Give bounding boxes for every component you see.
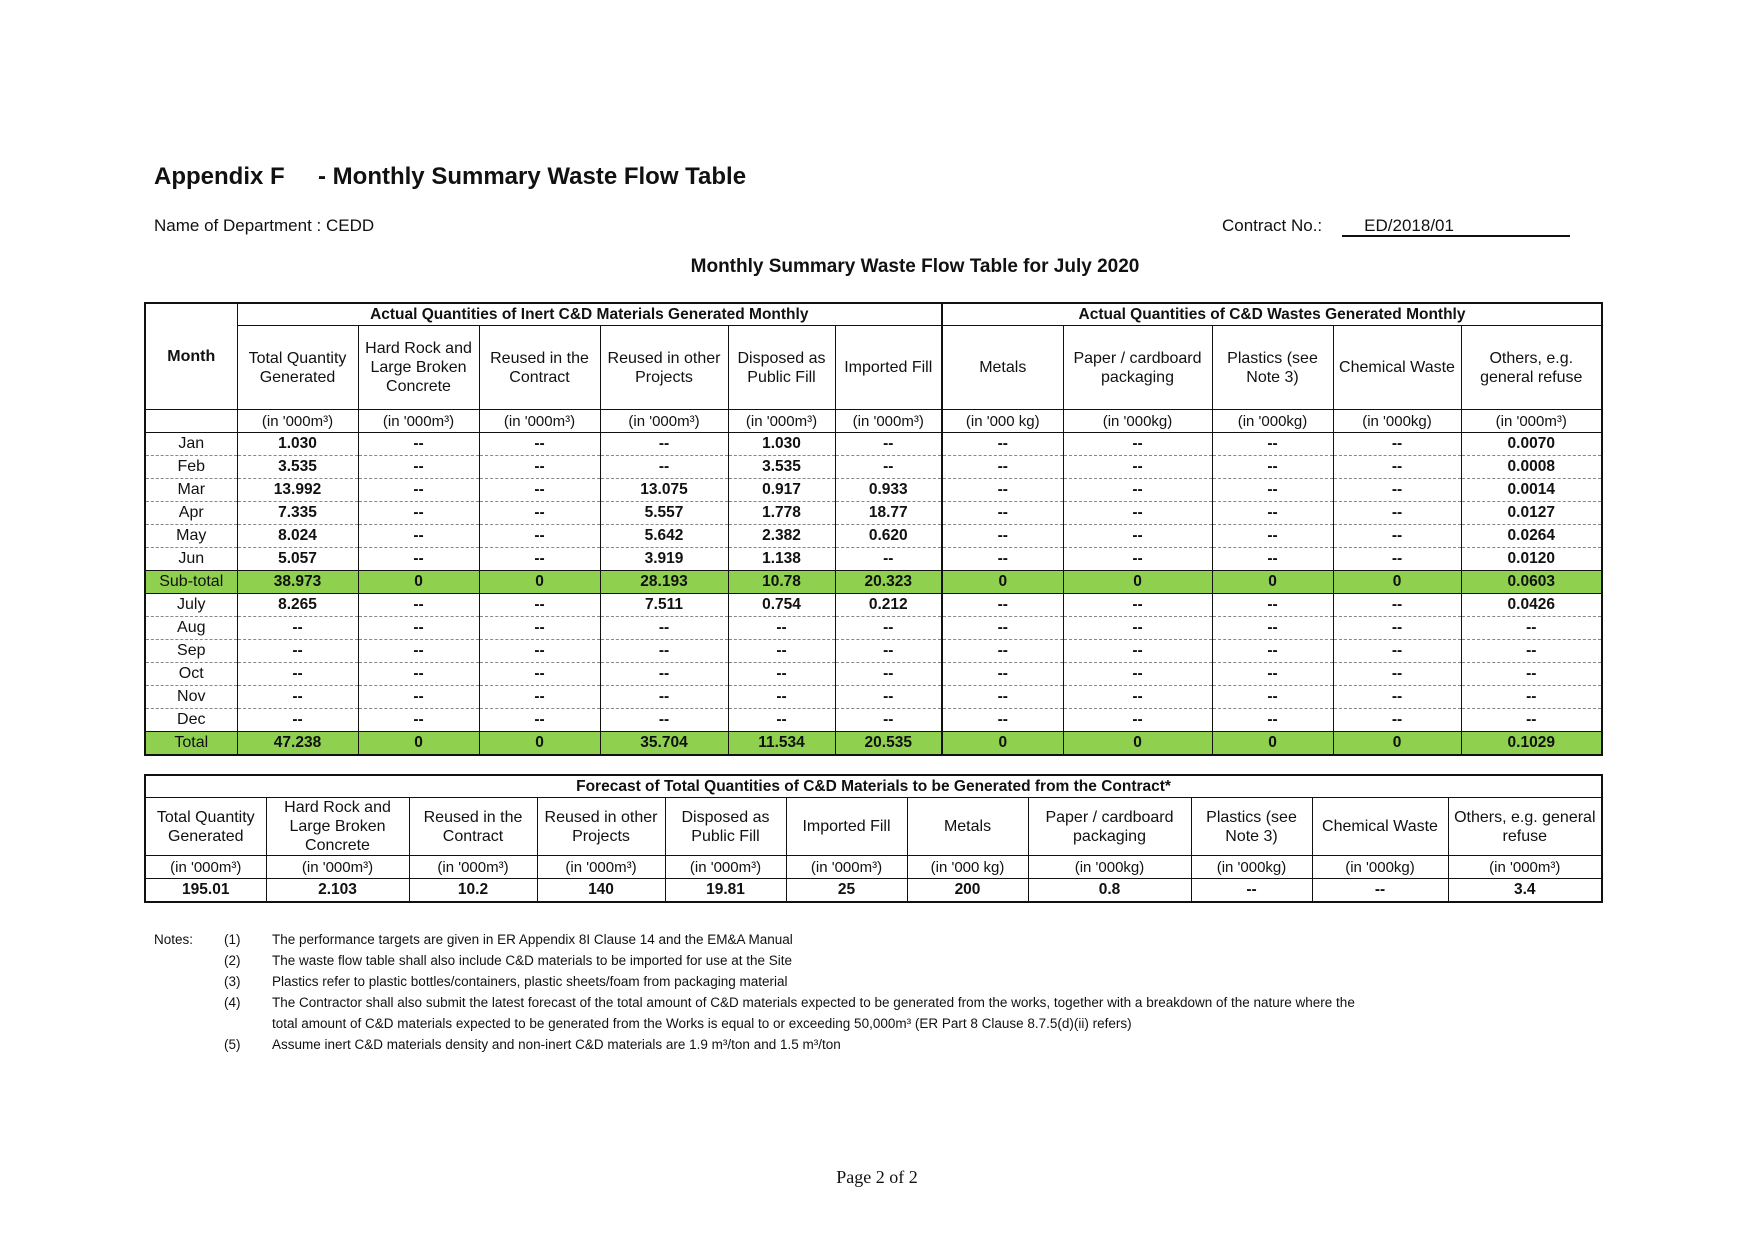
forecast-unit-label: (in '000m³) — [266, 856, 409, 879]
value-cell: -- — [600, 617, 728, 640]
note-text: The performance targets are given in ER Appendix 8I Clause 14 and the EM&A Manual — [272, 932, 793, 947]
table-row — [145, 571, 1602, 594]
column-header: Paper / cardboard packaging — [1063, 326, 1212, 410]
value-cell: -- — [1063, 525, 1212, 548]
note-number: (3) — [224, 974, 241, 989]
value-cell: 35.704 — [600, 732, 728, 756]
forecast-value-cell: 200 — [907, 879, 1028, 903]
column-header: Imported Fill — [835, 326, 942, 410]
value-cell: 0.0603 — [1461, 571, 1602, 594]
contract-number — [1222, 216, 1570, 237]
column-header: Hard Rock and Large Broken Concrete — [358, 326, 479, 410]
value-cell: 3.535 — [728, 456, 835, 479]
table-row — [145, 525, 1602, 548]
month-cell: Jun — [145, 548, 237, 571]
value-cell: -- — [1063, 548, 1212, 571]
value-cell: -- — [1212, 456, 1333, 479]
forecast-unit-label: (in '000kg) — [1028, 856, 1191, 879]
value-cell: -- — [835, 456, 942, 479]
value-cell: 0.0014 — [1461, 479, 1602, 502]
value-cell: 0.0264 — [1461, 525, 1602, 548]
value-cell: -- — [1333, 709, 1461, 732]
forecast-unit-label: (in '000m³) — [1448, 856, 1602, 879]
contract-value: ED/2018/01 — [1342, 217, 1570, 237]
month-cell: Dec — [145, 709, 237, 732]
value-cell: -- — [1461, 617, 1602, 640]
forecast-column-header: Total Quantity Generated — [156, 808, 255, 845]
unit-label: (in '000kg) — [1333, 410, 1461, 433]
value-cell: -- — [358, 709, 479, 732]
month-cell: Sub-total — [145, 571, 237, 594]
unit-label: (in '000m³) — [479, 410, 600, 433]
value-cell: -- — [237, 640, 358, 663]
forecast-column-header: Metals — [907, 798, 1028, 856]
value-cell: -- — [600, 433, 728, 456]
value-cell: 8.265 — [237, 594, 358, 617]
month-cell: Aug — [145, 617, 237, 640]
value-cell: -- — [1212, 548, 1333, 571]
unit-spacer — [145, 410, 237, 433]
value-cell: 2.382 — [728, 525, 835, 548]
value-cell: -- — [1063, 433, 1212, 456]
waste-group-header: Actual Quantities of C&D Wastes Generated Monthly — [942, 303, 1602, 326]
value-cell: -- — [479, 525, 600, 548]
value-cell: -- — [1333, 433, 1461, 456]
month-cell: July — [145, 594, 237, 617]
table-row — [145, 456, 1602, 479]
value-cell: -- — [728, 617, 835, 640]
value-cell: -- — [479, 502, 600, 525]
value-cell: 0 — [942, 732, 1063, 756]
value-cell: 47.238 — [237, 732, 358, 756]
unit-label: (in '000kg) — [1063, 410, 1212, 433]
value-cell: -- — [358, 548, 479, 571]
unit-label: (in '000m³) — [358, 410, 479, 433]
value-cell: -- — [600, 686, 728, 709]
value-cell: -- — [1063, 663, 1212, 686]
column-header: Reused in the Contract — [479, 326, 600, 410]
value-cell: -- — [1063, 502, 1212, 525]
forecast-value-cell: 19.81 — [665, 879, 786, 903]
unit-label: (in '000kg) — [1212, 410, 1333, 433]
value-cell: -- — [479, 640, 600, 663]
value-cell: -- — [358, 479, 479, 502]
value-cell: -- — [1333, 686, 1461, 709]
value-cell: -- — [835, 617, 942, 640]
forecast-value-cell: 195.01 — [182, 881, 230, 898]
month-cell: Jan — [145, 433, 237, 456]
table-row — [145, 732, 1602, 756]
value-cell: -- — [1333, 594, 1461, 617]
forecast-unit-label: (in '000kg) — [1191, 856, 1312, 879]
value-cell: -- — [728, 709, 835, 732]
value-cell: 0.754 — [728, 594, 835, 617]
table-row — [145, 433, 1602, 456]
value-cell: -- — [1461, 663, 1602, 686]
value-cell: 0 — [1333, 732, 1461, 756]
value-cell: -- — [358, 686, 479, 709]
value-cell: 0.0426 — [1461, 594, 1602, 617]
value-cell: -- — [479, 433, 600, 456]
unit-label: (in '000m³) — [728, 410, 835, 433]
unit-label: (in '000m³) — [1461, 410, 1602, 433]
value-cell: -- — [358, 502, 479, 525]
value-cell: 0.0120 — [1461, 548, 1602, 571]
value-cell: -- — [1333, 479, 1461, 502]
table-row — [145, 548, 1602, 571]
value-cell: -- — [479, 686, 600, 709]
value-cell: -- — [237, 709, 358, 732]
value-cell: -- — [479, 548, 600, 571]
value-cell: -- — [835, 709, 942, 732]
value-cell: 0.917 — [728, 479, 835, 502]
value-cell: 1.030 — [728, 433, 835, 456]
value-cell: 0 — [479, 571, 600, 594]
value-cell: -- — [600, 640, 728, 663]
value-cell: 0.0008 — [1461, 456, 1602, 479]
column-header: Chemical Waste — [1333, 326, 1461, 410]
value-cell: -- — [835, 686, 942, 709]
value-cell: 0.1029 — [1461, 732, 1602, 756]
value-cell: -- — [942, 433, 1063, 456]
unit-label: (in '000m³) — [835, 410, 942, 433]
value-cell: -- — [728, 663, 835, 686]
table-row — [145, 663, 1602, 686]
unit-label: (in '000 kg) — [942, 410, 1063, 433]
forecast-value-cell: 2.103 — [266, 879, 409, 903]
value-cell: -- — [1063, 686, 1212, 709]
table-row — [145, 617, 1602, 640]
value-cell: -- — [479, 709, 600, 732]
value-cell: -- — [479, 479, 600, 502]
table-row — [145, 479, 1602, 502]
forecast-column-header: Plastics (see Note 3) — [1191, 798, 1312, 856]
forecast-value-cell: 140 — [537, 879, 665, 903]
value-cell: -- — [835, 548, 942, 571]
value-cell: -- — [1063, 640, 1212, 663]
value-cell: -- — [1063, 709, 1212, 732]
value-cell: -- — [728, 686, 835, 709]
forecast-column-header: Hard Rock and Large Broken Concrete — [266, 798, 409, 856]
forecast-unit-label: (in '000m³) — [537, 856, 665, 879]
value-cell: 7.511 — [600, 594, 728, 617]
unit-label: (in '000m³) — [600, 410, 728, 433]
page-number: Page 2 of 2 — [836, 1167, 918, 1187]
value-cell: -- — [1333, 617, 1461, 640]
value-cell: 0 — [1063, 571, 1212, 594]
value-cell: -- — [1461, 686, 1602, 709]
value-cell: 0 — [358, 732, 479, 756]
forecast-column-header: Disposed as Public Fill — [665, 798, 786, 856]
table-row — [145, 640, 1602, 663]
value-cell: 0.0070 — [1461, 433, 1602, 456]
value-cell: 18.77 — [835, 502, 942, 525]
inert-group-header: Actual Quantities of Inert C&D Materials Generated Monthly — [237, 303, 942, 326]
value-cell: -- — [942, 617, 1063, 640]
forecast-unit-label: (in '000m³) — [786, 856, 907, 879]
column-header: Others, e.g. general refuse — [1461, 326, 1602, 410]
value-cell: -- — [1063, 617, 1212, 640]
value-cell: -- — [1333, 663, 1461, 686]
value-cell: -- — [1063, 594, 1212, 617]
value-cell: -- — [237, 617, 358, 640]
note-number: (4) — [224, 995, 241, 1010]
note-number: (1) — [224, 932, 241, 947]
value-cell: -- — [835, 433, 942, 456]
value-cell: 0.0127 — [1461, 502, 1602, 525]
note-text: total amount of C&D materials expected to be generated from the Works is equal to or exceeding 50,000m³ (ER Part 8 Clause 8.7.5(d)(ii) refers) — [272, 1016, 1132, 1031]
value-cell: 3.535 — [237, 456, 358, 479]
notes-label: Notes: — [154, 932, 194, 947]
month-cell: Sep — [145, 640, 237, 663]
forecast-column-header: Paper / cardboard packaging — [1028, 798, 1191, 856]
month-cell: Mar — [145, 479, 237, 502]
table-row — [145, 709, 1602, 732]
value-cell: 1.138 — [728, 548, 835, 571]
forecast-unit-label: (in '000m³) — [409, 856, 537, 879]
value-cell: -- — [942, 594, 1063, 617]
value-cell: -- — [358, 617, 479, 640]
month-cell: Total — [145, 732, 237, 756]
value-cell: -- — [1063, 479, 1212, 502]
forecast-title: Forecast of Total Quantities of C&D Materials to be Generated from the Contract* — [145, 775, 1602, 798]
unit-label: (in '000m³) — [237, 410, 358, 433]
value-cell: -- — [942, 456, 1063, 479]
value-cell: -- — [358, 594, 479, 617]
value-cell: -- — [479, 594, 600, 617]
value-cell: -- — [1333, 525, 1461, 548]
forecast-column-header: Others, e.g. general refuse — [1448, 798, 1602, 856]
month-cell: Apr — [145, 502, 237, 525]
forecast-value-cell: 25 — [786, 879, 907, 903]
contract-label: Contract No.: — [1222, 216, 1323, 235]
value-cell: 0 — [1212, 732, 1333, 756]
column-header: Disposed as Public Fill — [728, 326, 835, 410]
value-cell: -- — [835, 663, 942, 686]
document-title: Appendix F - Monthly Summary Waste Flow Table — [154, 163, 747, 190]
note-text: Assume inert C&D materials density and non-inert C&D materials are 1.9 m³/ton and 1.5 m³/ton — [272, 1037, 841, 1052]
note-number: (5) — [224, 1037, 241, 1052]
value-cell: -- — [1212, 433, 1333, 456]
value-cell: -- — [358, 525, 479, 548]
value-cell: -- — [1212, 686, 1333, 709]
value-cell: -- — [358, 663, 479, 686]
forecast-column-header: Reused in other Projects — [537, 798, 665, 856]
value-cell: 0 — [479, 732, 600, 756]
value-cell: 3.919 — [600, 548, 728, 571]
column-header: Metals — [942, 326, 1063, 410]
value-cell: -- — [1461, 640, 1602, 663]
value-cell: 0 — [1212, 571, 1333, 594]
month-cell: May — [145, 525, 237, 548]
forecast-column-header: Reused in the Contract — [409, 798, 537, 856]
value-cell: -- — [479, 617, 600, 640]
table-row — [145, 594, 1602, 617]
value-cell: -- — [358, 640, 479, 663]
value-cell: 5.557 — [600, 502, 728, 525]
value-cell: -- — [479, 663, 600, 686]
value-cell: -- — [942, 525, 1063, 548]
forecast-column-header: Chemical Waste — [1312, 798, 1448, 856]
value-cell: -- — [1063, 456, 1212, 479]
value-cell: 20.535 — [835, 732, 942, 756]
value-cell: 8.024 — [237, 525, 358, 548]
value-cell: -- — [942, 502, 1063, 525]
value-cell: -- — [1212, 617, 1333, 640]
value-cell: -- — [942, 640, 1063, 663]
value-cell: -- — [1212, 479, 1333, 502]
column-header: Reused in other Projects — [600, 326, 728, 410]
value-cell: -- — [942, 548, 1063, 571]
value-cell: 7.335 — [237, 502, 358, 525]
value-cell: 13.992 — [237, 479, 358, 502]
value-cell: 1.778 — [728, 502, 835, 525]
note-text: The waste flow table shall also include C&D materials to be imported for use at the Site — [272, 953, 793, 968]
forecast-unit-label: (in '000m³) — [665, 856, 786, 879]
value-cell: -- — [942, 686, 1063, 709]
forecast-unit-label: (in '000kg) — [1312, 856, 1448, 879]
table-row — [145, 686, 1602, 709]
value-cell: 0.620 — [835, 525, 942, 548]
month-header: Month — [145, 303, 237, 410]
monthly-waste-flow-table — [144, 302, 1603, 756]
forecast-value-cell: 0.8 — [1028, 879, 1191, 903]
value-cell: -- — [358, 456, 479, 479]
value-cell: -- — [942, 709, 1063, 732]
value-cell: -- — [1212, 640, 1333, 663]
value-cell: -- — [479, 456, 600, 479]
value-cell: -- — [728, 640, 835, 663]
value-cell: 38.973 — [237, 571, 358, 594]
value-cell: -- — [1212, 525, 1333, 548]
value-cell: -- — [1212, 663, 1333, 686]
value-cell: 13.075 — [600, 479, 728, 502]
forecast-value-cell: -- — [1312, 879, 1448, 903]
value-cell: -- — [942, 479, 1063, 502]
value-cell: -- — [1333, 456, 1461, 479]
value-cell: -- — [1333, 502, 1461, 525]
column-header: Plastics (see Note 3) — [1212, 326, 1333, 410]
month-cell: Feb — [145, 456, 237, 479]
value-cell: -- — [835, 640, 942, 663]
value-cell: 28.193 — [600, 571, 728, 594]
value-cell: -- — [600, 709, 728, 732]
forecast-column-header: Imported Fill — [786, 798, 907, 856]
value-cell: -- — [358, 433, 479, 456]
value-cell: 11.534 — [728, 732, 835, 756]
column-header: Total Quantity Generated — [237, 326, 358, 410]
value-cell: -- — [942, 663, 1063, 686]
note-text: The Contractor shall also submit the latest forecast of the total amount of C&D materials expected to be generated from the works, together with a breakdown of the nature where the — [272, 995, 1355, 1010]
value-cell: 1.030 — [237, 433, 358, 456]
value-cell: 0.933 — [835, 479, 942, 502]
forecast-unit-label: (in '000 kg) — [907, 856, 1028, 879]
value-cell: -- — [600, 456, 728, 479]
value-cell: 0 — [942, 571, 1063, 594]
value-cell: 20.323 — [835, 571, 942, 594]
note-number: (2) — [224, 953, 241, 968]
forecast-table — [144, 774, 1603, 903]
value-cell: -- — [1212, 502, 1333, 525]
department-name: Name of Department : CEDD — [154, 216, 375, 235]
value-cell: 0 — [1333, 571, 1461, 594]
value-cell: -- — [1212, 709, 1333, 732]
value-cell: -- — [1461, 709, 1602, 732]
value-cell: 10.78 — [728, 571, 835, 594]
table-title: Monthly Summary Waste Flow Table for July 2020 — [690, 256, 1140, 277]
table-row — [145, 502, 1602, 525]
note-text: Plastics refer to plastic bottles/containers, plastic sheets/foam from packaging material — [272, 974, 788, 989]
value-cell: -- — [237, 686, 358, 709]
value-cell: -- — [1333, 640, 1461, 663]
value-cell: 0 — [1063, 732, 1212, 756]
value-cell: 0 — [358, 571, 479, 594]
value-cell: 5.642 — [600, 525, 728, 548]
value-cell: -- — [1212, 594, 1333, 617]
value-cell: -- — [237, 663, 358, 686]
value-cell: -- — [600, 663, 728, 686]
forecast-value-cell: 3.4 — [1448, 879, 1602, 903]
forecast-value-cell: -- — [1191, 879, 1312, 903]
forecast-value-cell: 10.2 — [409, 879, 537, 903]
month-cell: Oct — [145, 663, 237, 686]
forecast-unit-label: (in '000m³) — [145, 856, 266, 879]
value-cell: -- — [1333, 548, 1461, 571]
value-cell: 5.057 — [237, 548, 358, 571]
value-cell: 0.212 — [835, 594, 942, 617]
month-cell: Nov — [145, 686, 237, 709]
